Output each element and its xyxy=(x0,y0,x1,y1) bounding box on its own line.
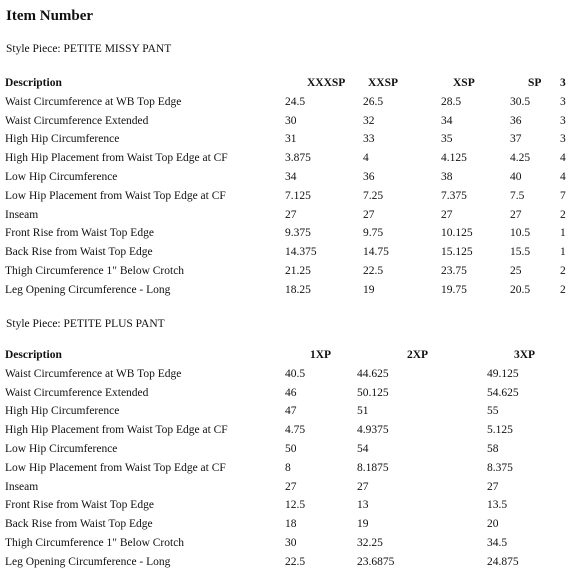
measurement-value: 18 xyxy=(285,518,297,531)
measurement-value: 19 xyxy=(357,518,369,531)
measurement-value: 38 xyxy=(441,170,453,183)
measurement-label: Low Hip Placement from Waist Top Edge at CF xyxy=(5,189,226,202)
measurement-value: 33 xyxy=(363,133,375,146)
column-header-size: 2XP xyxy=(407,349,429,361)
measurement-label: High Hip Placement from Waist Top Edge at CF xyxy=(5,424,228,437)
measurement-value: 19.75 xyxy=(441,283,467,296)
measurement-value: 54.625 xyxy=(487,386,519,399)
measurement-label: High Hip Placement from Waist Top Edge at CF xyxy=(5,152,228,165)
measurement-value: 10.125 xyxy=(441,227,473,240)
measurement-value: 27 xyxy=(285,480,297,493)
measurement-value: 20 xyxy=(487,518,499,531)
table-header-row xyxy=(5,346,577,365)
measurement-value: 15.125 xyxy=(441,246,473,259)
measurement-value: 54 xyxy=(357,442,369,455)
measurement-value: 26.5 xyxy=(363,95,384,108)
measurement-label: Low Hip Circumference xyxy=(5,442,118,455)
measurement-value: 4.25 xyxy=(510,152,531,165)
table-header-row xyxy=(5,74,580,93)
measurement-label: Inseam xyxy=(5,208,39,221)
measurement-label: High Hip Circumference xyxy=(5,133,120,146)
measurement-value: 27 xyxy=(357,480,369,493)
table-row xyxy=(5,281,580,300)
column-header-size: XSP xyxy=(453,77,475,89)
column-header-size: 1XP xyxy=(310,349,332,361)
measurement-value: 50.125 xyxy=(357,386,389,399)
measurement-value: 8 xyxy=(285,461,291,474)
table-row xyxy=(5,534,577,553)
measurement-value: 7 xyxy=(560,189,566,202)
measurement-value: 30.5 xyxy=(510,95,531,108)
column-header-size: 3XP xyxy=(514,349,536,361)
measurement-value: 4.75 xyxy=(285,424,306,437)
measurement-value: 9.375 xyxy=(285,227,311,240)
measurement-value: 4.125 xyxy=(441,152,467,165)
measurement-value: 19 xyxy=(363,283,375,296)
table-row xyxy=(5,206,580,225)
measurement-label: Low Hip Circumference xyxy=(5,170,118,183)
measurement-value: 7.375 xyxy=(441,189,467,202)
measurement-value: 2 xyxy=(560,283,566,296)
table-row xyxy=(5,440,577,459)
measurement-value: 9.75 xyxy=(363,227,384,240)
table-row xyxy=(5,130,580,149)
measurement-value: 14.375 xyxy=(285,246,317,259)
column-header-size: SP xyxy=(528,77,542,89)
measurement-value: 27 xyxy=(285,208,297,221)
table-row xyxy=(5,93,580,112)
table-row xyxy=(5,496,577,515)
measurement-value: 44.625 xyxy=(357,367,389,380)
measurement-value: 24.875 xyxy=(487,555,519,568)
measurement-value: 27 xyxy=(487,480,499,493)
measurement-value: 20.5 xyxy=(510,283,531,296)
measurement-value: 23.75 xyxy=(441,264,467,277)
document-title: Item Number xyxy=(6,8,94,24)
measurement-value: 40.5 xyxy=(285,367,306,380)
table-row xyxy=(5,478,577,497)
measurement-value: 14.75 xyxy=(363,246,389,259)
measurement-label: Waist Circumference at WB Top Edge xyxy=(5,95,182,108)
column-header-size: XXSP xyxy=(368,77,399,89)
measurement-label: Waist Circumference Extended xyxy=(5,386,149,399)
table-row xyxy=(5,459,577,478)
measurement-value: 58 xyxy=(487,442,499,455)
measurement-value: 35 xyxy=(441,133,453,146)
measurement-value: 34 xyxy=(285,170,297,183)
measurement-value: 8.1875 xyxy=(357,461,389,474)
measurement-label: Front Rise from Waist Top Edge xyxy=(5,227,154,240)
measurement-value: 2 xyxy=(560,264,566,277)
column-header-size: XXXSP xyxy=(307,77,346,89)
table-row xyxy=(5,187,580,206)
measurement-value: 2 xyxy=(560,208,566,221)
measurement-value: 51 xyxy=(357,405,369,418)
measurement-value: 55 xyxy=(487,405,499,418)
measurement-value: 30 xyxy=(285,114,297,127)
measurement-value: 50 xyxy=(285,442,297,455)
measurement-value: 1 xyxy=(560,246,566,259)
measurement-value: 8.375 xyxy=(487,461,513,474)
measurement-value: 5.125 xyxy=(487,424,513,437)
measurement-value: 36 xyxy=(363,170,375,183)
column-header-description: Description xyxy=(5,77,62,89)
table-row xyxy=(5,515,577,534)
table-row xyxy=(5,421,577,440)
table-row xyxy=(5,168,580,187)
measurement-label: Waist Circumference Extended xyxy=(5,114,149,127)
measurement-value: 27 xyxy=(441,208,453,221)
measurement-value: 3.875 xyxy=(285,152,311,165)
measurement-value: 32.25 xyxy=(357,536,383,549)
table-row xyxy=(5,553,577,572)
measurement-value: 1 xyxy=(560,227,566,240)
measurement-value: 47 xyxy=(285,405,297,418)
style-piece-label: Style Piece: PETITE PLUS PANT xyxy=(6,318,165,330)
table-row xyxy=(5,384,577,403)
measurement-label: Leg Opening Circumference - Long xyxy=(5,283,171,296)
measurement-label: Thigh Circumference 1" Below Crotch xyxy=(5,264,185,277)
measurement-value: 24.5 xyxy=(285,95,306,108)
measurement-value: 40 xyxy=(510,170,522,183)
measurement-value: 3 xyxy=(560,114,566,127)
measurement-value: 32 xyxy=(363,114,375,127)
measurement-value: 22.5 xyxy=(285,555,306,568)
measurement-value: 36 xyxy=(510,114,522,127)
table-row xyxy=(5,243,580,262)
style-piece-label: Style Piece: PETITE MISSY PANT xyxy=(6,43,172,55)
measurement-value: 30 xyxy=(285,536,297,549)
measurement-value: 10.5 xyxy=(510,227,531,240)
measurement-value: 4 xyxy=(560,152,566,165)
measurement-value: 4 xyxy=(363,152,369,165)
measurement-value: 4.9375 xyxy=(357,424,389,437)
table-row xyxy=(5,224,580,243)
measurement-value: 28.5 xyxy=(441,95,462,108)
measurement-label: Back Rise from Waist Top Edge xyxy=(5,518,153,531)
measurement-label: Back Rise from Waist Top Edge xyxy=(5,246,153,259)
measurement-label: Waist Circumference at WB Top Edge xyxy=(5,367,182,380)
column-header-description: Description xyxy=(5,349,62,361)
measurement-value: 34.5 xyxy=(487,536,508,549)
measurement-label: High Hip Circumference xyxy=(5,405,120,418)
table-row xyxy=(5,402,577,421)
spec-table xyxy=(5,346,577,572)
measurement-value: 12.5 xyxy=(285,499,306,512)
measurement-value: 3 xyxy=(560,95,566,108)
measurement-label: Inseam xyxy=(5,480,39,493)
spec-table xyxy=(5,74,580,300)
table-row xyxy=(5,365,577,384)
measurement-value: 34 xyxy=(441,114,453,127)
measurement-value: 23.6875 xyxy=(357,555,395,568)
measurement-label: Thigh Circumference 1" Below Crotch xyxy=(5,536,185,549)
measurement-value: 25 xyxy=(510,264,522,277)
measurement-value: 49.125 xyxy=(487,367,519,380)
measurement-value: 3 xyxy=(560,133,566,146)
column-header-size: 3 xyxy=(560,77,566,89)
measurement-value: 46 xyxy=(285,386,297,399)
measurement-value: 13.5 xyxy=(487,499,508,512)
measurement-value: 27 xyxy=(363,208,375,221)
measurement-value: 7.25 xyxy=(363,189,384,202)
measurement-value: 4 xyxy=(560,170,566,183)
measurement-value: 15.5 xyxy=(510,246,531,259)
table-row xyxy=(5,262,580,281)
measurement-label: Leg Opening Circumference - Long xyxy=(5,555,171,568)
measurement-value: 7.125 xyxy=(285,189,311,202)
measurement-label: Front Rise from Waist Top Edge xyxy=(5,499,154,512)
measurement-value: 27 xyxy=(510,208,522,221)
measurement-value: 18.25 xyxy=(285,283,311,296)
measurement-value: 37 xyxy=(510,133,522,146)
measurement-value: 13 xyxy=(357,499,369,512)
measurement-value: 22.5 xyxy=(363,264,384,277)
table-row xyxy=(5,112,580,131)
measurement-value: 31 xyxy=(285,133,297,146)
measurement-value: 21.25 xyxy=(285,264,311,277)
table-row xyxy=(5,149,580,168)
measurement-label: Low Hip Placement from Waist Top Edge at CF xyxy=(5,461,226,474)
measurement-value: 7.5 xyxy=(510,189,525,202)
